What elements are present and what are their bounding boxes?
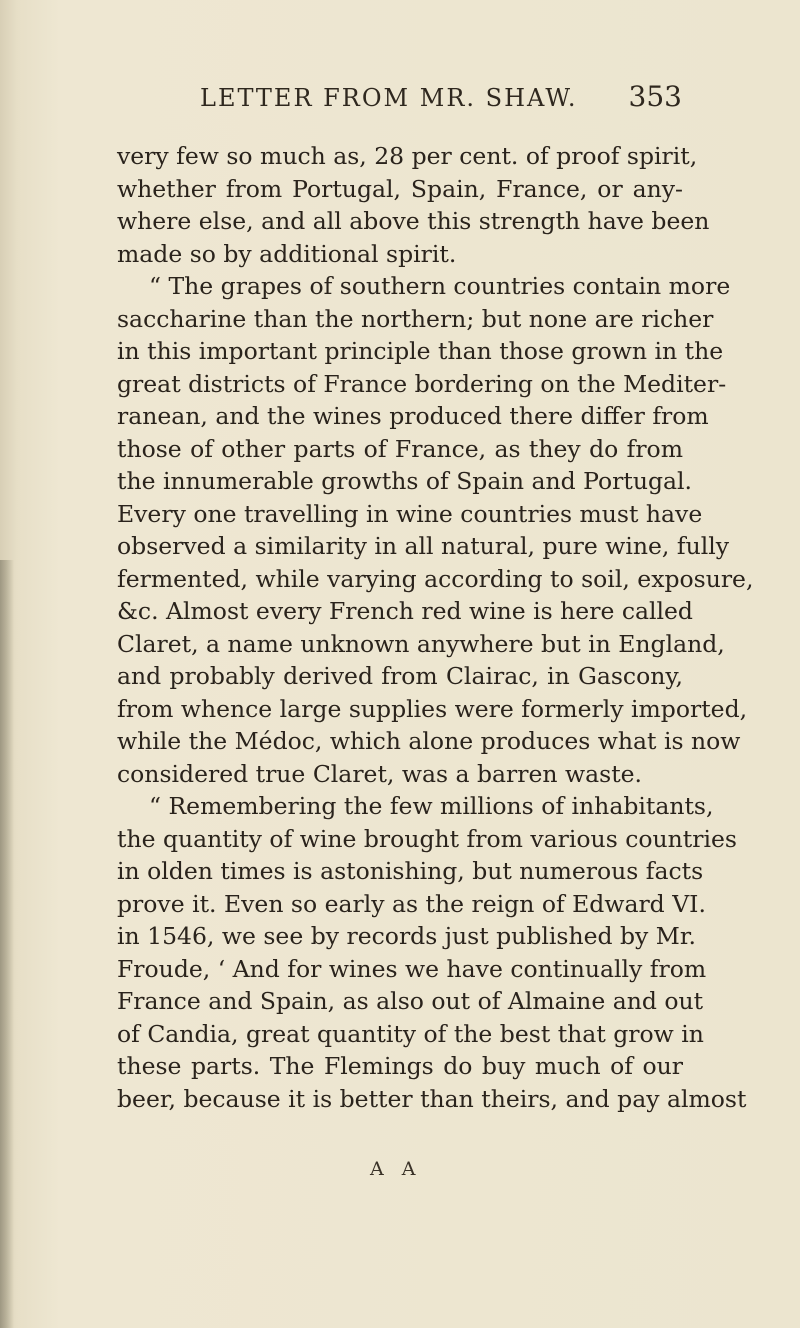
page-header [200,80,682,120]
text-line: Claret, a name unknown anywhere but in England, [117,629,725,658]
text-line: &c. Almost every French red wine is here called [117,597,693,625]
text-line: from whence large supplies were formerly imported, [117,694,748,723]
text-line: prove it. Even so early as the reign of Edward VI. [117,889,706,918]
text-line: “ Remembering the few millions of inhabitants, [149,792,714,820]
text-line: made so by additional spirit. [117,239,457,268]
text-line: very few so much as, 28 per cent. of proof spirit, [117,142,698,170]
text-line: France and Spain, as also out of Almaine and out [117,987,704,1015]
text-line: beer, because it is better than theirs, and pay almost [117,1084,747,1113]
text-line: these parts. The Flemings do buy much of our [117,1052,683,1080]
text-line: observed a similarity in all natural, pure wine, fully [117,532,730,560]
text-line: great districts of France bordering on the Mediter- [117,369,727,398]
text-line: saccharine than the northern; but none are richer [117,304,714,333]
text-line: considered true Claret, was a barren waste. [117,759,643,788]
text-line: Froude, ‘ And for wines we have continually from [117,954,707,983]
text-line: ranean, and the wines produced there differ from [117,402,709,430]
text-line: in 1546, we see by records just published by Mr. [117,922,696,950]
text-line: whether from Portugal, Spain, France, or any- [117,174,683,203]
text-line: the quantity of wine brought from various countries [117,824,737,853]
text-line: and probably derived from Clairac, in Gascony, [117,662,683,690]
text-line: of Candia, great quantity of the best that grow in [117,1019,704,1048]
signature-mark: A A [370,1158,422,1180]
text-line: where else, and all above this strength have been [117,207,710,235]
running-head: LETTER FROM MR. SHAW. [200,84,578,112]
page-number: 353 [628,80,682,113]
text-line: Every one travelling in wine countries must have [117,499,703,528]
text-line: in olden times is astonishing, but numerous facts [117,857,704,885]
text-line: while the Médoc, which alone produces what is now [117,727,741,755]
text-line: the innumerable growths of Spain and Portugal. [117,467,693,495]
text-line: those of other parts of France, as they do from [117,434,683,463]
body-text [117,140,754,1115]
text-line: fermented, while varying according to soil, exposure, [117,564,754,593]
text-line: in this important principle than those grown in the [117,337,724,365]
text-line: “ The grapes of southern countries contain more [149,272,731,300]
gutter-shadow [0,560,14,1328]
